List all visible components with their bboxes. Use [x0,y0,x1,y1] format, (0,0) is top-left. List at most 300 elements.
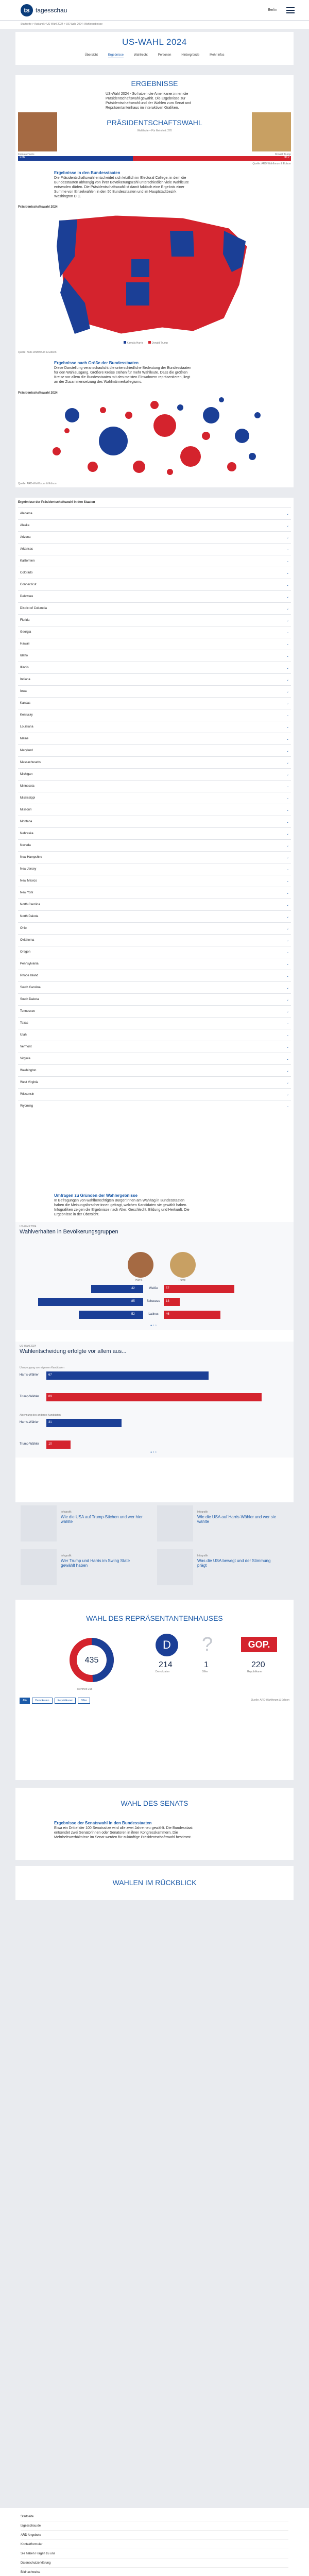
house-filter-3[interactable]: Offen [78,1698,90,1704]
chevron-down-icon: ⌄ [286,1010,289,1013]
poll2-value: 10 [48,1443,52,1446]
poll1-row-label: Weiße [149,1287,158,1290]
state-name: New York [20,891,33,894]
state-name: Connecticut [20,583,37,586]
poll1-harris-value: 85 [131,1300,135,1303]
chevron-down-icon: ⌄ [286,571,289,575]
state-name: South Dakota [20,998,39,1001]
poll1-row [15,1284,294,1295]
poll-card-1 [15,1222,294,1330]
map-legend-rep [148,341,168,345]
page-title: US-WAHL 2024 [122,37,187,47]
poll2-value: 67 [48,1374,52,1377]
house-filter-2[interactable]: Republikaner [55,1698,76,1704]
state-name: Hawaii [20,642,30,646]
infographic-teaser[interactable] [21,1549,152,1588]
senate-title: WAHL DES SENATS [121,1799,188,1807]
tab-5[interactable]: Mehr Infos [210,54,225,57]
state-row[interactable] [18,816,291,827]
senate-body: Etwa ein Drittel der 100 Senatssitze wird alle zwei Jahre neu gewählt. Die Bundesstaat entsendet zwei Senatorinnen oder Senatoren in ihren Kongresskammern. Die Mehrheitsverhältnisse im Senat werden für zukünftige Präsidentschaftswahl bestimmt. [54,1826,193,1839]
house-card [15,1600,294,1780]
state-row[interactable] [18,543,291,555]
house-total: 435 [84,1656,99,1665]
state-row[interactable] [18,970,291,981]
state-row[interactable] [18,804,291,816]
state-bubble[interactable] [249,453,256,460]
state-name: Florida [20,619,30,622]
state-name: Kalifornien [20,560,35,563]
harris-bar: 226 [18,156,133,161]
chevron-down-icon: ⌄ [286,998,289,1002]
chevron-down-icon: ⌄ [286,1105,289,1108]
poll1-trump-value: 13 [166,1300,169,1303]
state-name: Colorado [20,571,33,574]
footer-link[interactable]: Datenschutzerklärung [21,2558,288,2568]
footer-link[interactable]: Bildnachweise [21,2568,288,2576]
poll2-sub1: Überzeugung von eigenem Kandidaten [20,1366,64,1369]
chevron-down-icon: ⌄ [286,844,289,848]
map-legend-dem-text: Kamala Harris [127,342,144,345]
map-upper-midwest [170,231,194,257]
other-label: Offen [202,1670,209,1673]
chevron-down-icon: ⌄ [286,714,289,717]
state-row[interactable] [18,1076,291,1088]
state-name: Virginia [20,1057,30,1060]
chevron-down-icon: ⌄ [286,796,289,800]
map-source: Quelle: ARD-Wahlforum & Edison [18,351,57,354]
map-colorado [131,259,149,277]
teaser-thumbnail [21,1549,57,1585]
map-section-body: Die Präsidentschaftswahl entscheidet sich letztlich im Electoral College, in dem die Bundesstaaten abhängig von ihrer Bevölkerungszahl unterschiedlich viele Wahlleute entsenden dürfen. Die Präsidentschaftswahl ist damit faktisch eine Ergebnis einer Summe von Einzelwahlen in den 50 Bundesstaaten und im Hauptstadtbezirk Washington D.C. [54,176,189,198]
teaser-title: Wie die USA auf Trump-Stichen und wer hier wählte [61,1515,143,1524]
infographic-teaser[interactable] [21,1505,152,1544]
teaser-thumbnail [157,1505,193,1541]
poll1-harris-bar [38,1298,143,1306]
state-name: Vermont [20,1045,32,1048]
review-card [15,1866,294,1900]
chevron-down-icon: ⌄ [286,631,289,634]
teaser-kicker: Infografik [61,1511,72,1514]
chevron-down-icon: ⌄ [286,642,289,646]
state-row[interactable] [18,1029,291,1041]
chevron-down-icon: ⌄ [286,879,289,883]
harris-portrait [18,112,57,151]
state-bubble[interactable] [125,412,132,419]
state-name: South Carolina [20,986,41,989]
president-source: Quelle: ARD-Wahlforum & Edison [252,162,291,165]
page-header-card [15,32,294,65]
dem-seats: 214 [159,1660,173,1669]
chevron-down-icon: ⌄ [286,1045,289,1049]
state-name: Maryland [20,749,33,752]
state-name: Nevada [20,844,31,847]
chevron-down-icon: ⌄ [286,856,289,859]
chevron-down-icon: ⌄ [286,820,289,824]
poll1-harris-value: 42 [131,1287,135,1290]
house-filter-0[interactable]: Alle [20,1698,30,1704]
footer-links [21,2512,288,2576]
state-row[interactable] [18,863,291,875]
tab-1[interactable]: Ergebnisse [108,54,124,58]
poll1-trump-avatar [170,1252,196,1278]
chevron-down-icon: ⌄ [286,927,289,930]
state-row[interactable] [18,839,291,851]
chevron-down-icon: ⌄ [286,725,289,729]
state-bubble[interactable] [65,408,79,422]
chevron-down-icon: ⌄ [286,773,289,776]
trump-label: Donald Trump [274,153,291,156]
state-row[interactable] [18,602,291,614]
menu-icon[interactable] [286,7,295,13]
footer-link[interactable]: Sie haben Fragen zu uns [21,2549,288,2558]
poll1-pager[interactable]: ● ○ ○ [150,1324,157,1327]
poll2-bar [46,1393,262,1401]
chevron-down-icon: ⌄ [286,915,289,919]
us-map [54,210,255,339]
poll2-row [20,1392,289,1402]
state-row[interactable] [18,768,291,780]
state-row[interactable] [18,744,291,756]
state-bubble[interactable] [203,407,219,423]
state-bubble[interactable] [254,412,261,418]
state-row[interactable] [18,614,291,626]
state-bubble[interactable] [133,461,145,473]
poll1-left-label: Harris [135,1279,143,1282]
poll1-row [15,1310,294,1321]
teaser-kicker: Infografik [197,1554,208,1557]
state-row[interactable] [18,567,291,579]
tab-3[interactable]: Personen [158,54,171,57]
state-bubble[interactable] [180,446,201,467]
senate-card [15,1788,294,1860]
state-row[interactable] [18,756,291,768]
state-name: Nebraska [20,832,33,835]
poll1-trump-bar [164,1285,234,1293]
state-row[interactable] [18,1005,291,1017]
bubble-section-body: Diese Darstellung veranschaulicht die unterschiedliche Bedeutung der Bundesstaaten für den Wahlausgang. Größere Kreise stehen für mehr Wahlleute. Dass die größten Kreise vor allem die Bundesstaaten mit den meisten Einwohnern repräsentieren, liegt an der Zusammensetzung des Wahlmännerkollegiums. [54,366,192,384]
state-bubble[interactable] [88,462,98,472]
infographic-teasers [21,1502,288,1592]
president-subtitle: Wahlleute – Für Mehrheit: 270 [137,129,172,132]
states-card [15,498,294,1178]
state-row[interactable] [18,780,291,792]
state-row[interactable] [18,1064,291,1076]
infographic-teaser[interactable] [157,1505,288,1544]
chevron-down-icon: ⌄ [286,832,289,836]
poll1-harris-value: 52 [131,1313,135,1316]
chevron-down-icon: ⌄ [286,939,289,942]
poll2-rows-2 [20,1418,289,1461]
state-name: West Virginia [20,1081,39,1084]
state-name: North Dakota [20,915,39,918]
chevron-down-icon: ⌄ [286,678,289,682]
state-name: Tennessee [20,1010,36,1013]
bubble-label: Präsidentschaftswahl 2024 [18,392,58,395]
poll1-row-label: Schwarze [146,1300,161,1303]
house-majority: Mehrheit 218 [77,1688,93,1691]
state-bubble[interactable] [167,469,173,475]
state-row[interactable] [18,626,291,638]
state-name: Pennsylvania [20,962,39,965]
footer-link[interactable]: ARD Angebote [21,2531,288,2540]
state-name: New Jersey [20,868,37,871]
house-filters [20,1698,90,1704]
state-bubble[interactable] [202,432,210,440]
state-row[interactable] [18,1017,291,1029]
map-legend-dem [124,341,143,345]
state-name: Montana [20,820,32,823]
poll2-row-label: Harris-Wähler [20,1421,39,1424]
state-row[interactable] [18,910,291,922]
state-bubble[interactable] [99,427,128,455]
state-row[interactable] [18,887,291,899]
dem-logo: D [156,1634,178,1656]
state-name: New Mexico [20,879,37,883]
house-filter-1[interactable]: Demokraten [32,1698,52,1704]
poll1-headline: Wahlverhalten in Bevölkerungsgruppen [20,1229,118,1235]
state-name: Texas [20,1022,28,1025]
poll1-harris-avatar [128,1252,153,1278]
chevron-down-icon: ⌄ [286,785,289,788]
state-row[interactable] [18,685,291,697]
state-bubble[interactable] [235,429,249,443]
poll1-right-label: Trump [178,1279,186,1282]
question-icon: ? [202,1634,213,1655]
tab-2[interactable]: Wahlrecht [133,54,148,57]
president-title: PRÄSIDENTSCHAFTSWAHL [107,118,202,127]
state-row[interactable] [18,1041,291,1053]
logo-text: tagesschau [36,6,67,14]
map-label: Präsidentschaftswahl 2024 [18,206,58,209]
state-row[interactable] [18,899,291,910]
bubble-source: Quelle: ARD-Wahlforum & Edison [18,482,57,485]
state-name: Oregon [20,951,31,954]
chevron-down-icon: ⌄ [286,1033,289,1037]
state-row[interactable] [18,721,291,733]
logo-mark: ts [21,4,33,16]
chevron-down-icon: ⌄ [286,524,289,528]
weather-link[interactable]: Berlin [268,8,277,12]
teaser-kicker: Infografik [197,1511,208,1514]
results-title: ERGEBNISSE [131,79,178,88]
poll2-kicker: US-Wahl 2024 [20,1345,37,1348]
state-row[interactable] [18,934,291,946]
poll2-bar [46,1371,209,1380]
poll2-row [20,1370,289,1381]
poll1-row-label: Latinos [148,1313,159,1316]
state-row[interactable] [18,1088,291,1100]
bubble-section-title: Ergebnisse nach Größe der Bundesstaaten [54,361,139,365]
state-row[interactable] [18,638,291,650]
chevron-down-icon: ⌄ [286,1022,289,1025]
trump-portrait [252,112,291,151]
state-name: Wyoming [20,1105,33,1108]
poll2-bar [46,1419,122,1427]
state-bubble[interactable] [153,414,176,437]
poll1-trump-value: 57 [166,1287,169,1290]
state-row[interactable] [18,662,291,673]
chevron-down-icon: ⌄ [286,761,289,765]
chevron-down-icon: ⌄ [286,749,289,753]
section-tabs [15,54,294,58]
breadcrumb[interactable]: Startseite > Ausland > US-Wahl 2024 > US-Wahl 2024: Wahlergebnisse [0,21,309,29]
state-row[interactable] [18,555,291,567]
state-row[interactable] [18,981,291,993]
state-name: Idaho [20,654,28,657]
footer-link[interactable]: Kontaktformular [21,2540,288,2549]
state-row[interactable] [18,1053,291,1064]
chevron-down-icon: ⌄ [286,512,289,516]
chevron-down-icon: ⌄ [286,548,289,551]
state-name: Rhode Island [20,974,39,977]
poll2-row-label: Harris-Wähler [20,1374,39,1377]
state-name: Oklahoma [20,939,35,942]
rep-label: Republikaner [247,1670,263,1673]
map-new-mexico [126,282,149,306]
state-name: Alaska [20,524,30,527]
state-name: Kentucky [20,714,33,717]
state-row[interactable] [18,673,291,685]
poll1-trump-value: 46 [166,1313,169,1316]
state-name: Louisiana [20,725,33,728]
state-row[interactable] [18,733,291,744]
infographic-teaser[interactable] [157,1549,288,1588]
map-section-title: Ergebnisse in den Bundesstaaten [54,171,121,175]
chevron-down-icon: ⌄ [286,583,289,587]
house-donut [68,1637,115,1683]
state-name: Illinois [20,666,29,669]
poll1-kicker: US-Wahl 2024 [20,1225,37,1228]
poll1-trump-bar [164,1311,220,1319]
state-row[interactable] [18,507,291,519]
state-name: Alabama [20,512,32,515]
poll2-headline: Wahlentscheidung erfolgte vor allem aus... [20,1348,127,1354]
review-title: WAHLEN IM RÜCKBLICK [112,1878,197,1887]
state-row[interactable] [18,519,291,531]
exit-polls-card [15,1178,294,1502]
top-bar [0,0,309,21]
teaser-thumbnail [21,1505,57,1541]
state-row[interactable] [18,1100,291,1112]
chevron-down-icon: ⌄ [286,595,289,599]
state-name: Mississippi [20,796,36,800]
map-legend [124,341,168,345]
state-name: North Carolina [20,903,40,906]
state-row[interactable] [18,993,291,1005]
teaser-title: Wie die USA auf Harris-Wähler und wer sie wählte [197,1515,276,1524]
chevron-down-icon: ⌄ [286,962,289,966]
teaser-title: Wer Trump und Harris im Swing State gewählt haben [61,1558,130,1568]
state-row[interactable] [18,579,291,590]
chevron-down-icon: ⌄ [286,986,289,990]
state-row[interactable] [18,792,291,804]
tab-0[interactable]: Übersicht [84,54,98,57]
electoral-bar [18,156,291,161]
chevron-down-icon: ⌄ [286,951,289,954]
chevron-down-icon: ⌄ [286,654,289,658]
state-row[interactable] [18,851,291,863]
senate-sub: Ergebnisse der Senatswahl in den Bundesstaaten [54,1821,152,1825]
state-bubble[interactable] [219,397,224,402]
state-name: Wisconsin [20,1093,35,1096]
poll2-value: 89 [48,1395,52,1398]
state-bubble[interactable] [177,404,183,411]
state-name: Georgia [20,631,31,634]
state-row[interactable] [18,922,291,934]
state-row[interactable] [18,531,291,543]
state-row[interactable] [18,650,291,662]
gop-logo: GOP. [241,1637,277,1652]
exit-polls-body: In Befragungen von wahlberechtigten Bürger:innen am Wahltag in Bundesstaaten haben die Meinungsforscher:innen gefragt, welchen Kandidaten sie gewählt haben. Infografiken zeigen die Ergebnisse nach Alter, Geschlecht, Bildung und Herkunft. Die Ergebnisse in der Übersicht. [54,1199,190,1216]
chevron-down-icon: ⌄ [286,903,289,907]
tab-4[interactable]: Hintergründe [181,54,200,57]
state-bubble[interactable] [150,401,159,409]
logo[interactable] [21,4,67,16]
poll-card-2 [15,1342,294,1458]
chevron-down-icon: ⌄ [286,690,289,693]
results-card [15,75,294,487]
chevron-down-icon: ⌄ [286,702,289,705]
state-name: Maine [20,737,29,740]
state-row[interactable] [18,697,291,709]
state-name: Delaware [20,595,33,598]
state-bubble[interactable] [64,428,70,433]
poll1-harris-bar [91,1285,143,1293]
state-row[interactable] [18,827,291,839]
state-row[interactable] [18,590,291,602]
state-name: Kansas [20,702,31,705]
state-row[interactable] [18,875,291,887]
chevron-down-icon: ⌄ [286,974,289,978]
state-name: Iowa [20,690,27,693]
footer-link[interactable]: tagesschau.de [21,2521,288,2531]
other-seats: 1 [204,1660,209,1669]
states-list-title: Ergebnisse der Präsidentschaftswahl in den Staaten [18,501,95,504]
footer-link[interactable]: Startseite [21,2512,288,2521]
state-name: Utah [20,1033,27,1037]
state-row[interactable] [18,946,291,958]
state-name: Michigan [20,773,33,776]
chevron-down-icon: ⌄ [286,619,289,622]
state-name: Minnesota [20,785,35,788]
chevron-down-icon: ⌄ [286,868,289,871]
chevron-down-icon: ⌄ [286,1057,289,1061]
states-list [18,507,291,1112]
chevron-down-icon: ⌄ [286,891,289,895]
teaser-thumbnail [157,1549,193,1585]
chevron-down-icon: ⌄ [286,560,289,563]
state-row[interactable] [18,709,291,721]
state-bubble[interactable] [100,407,106,413]
state-bubble[interactable] [53,447,61,455]
poll2-pager[interactable]: ● ○ ○ [150,1451,157,1454]
teaser-title: Was die USA bewegt und der Stimmung prägt [197,1558,271,1568]
state-name: Massachusetts [20,761,41,764]
chevron-down-icon: ⌄ [286,1081,289,1084]
state-name: Missouri [20,808,32,811]
house-source: Quelle: ARD-Wahlforum & Edison [251,1699,289,1702]
trump-bar: 312 [133,156,291,161]
chevron-down-icon: ⌄ [286,1093,289,1096]
poll2-rows-1 [20,1370,289,1414]
state-row[interactable] [18,958,291,970]
poll2-row [20,1418,289,1428]
state-bubble[interactable] [227,462,236,471]
bubble-chart [36,395,273,482]
chevron-down-icon: ⌄ [286,607,289,611]
poll2-row [20,1439,289,1450]
map-legend-rep-text: Donald Trump [151,342,168,345]
